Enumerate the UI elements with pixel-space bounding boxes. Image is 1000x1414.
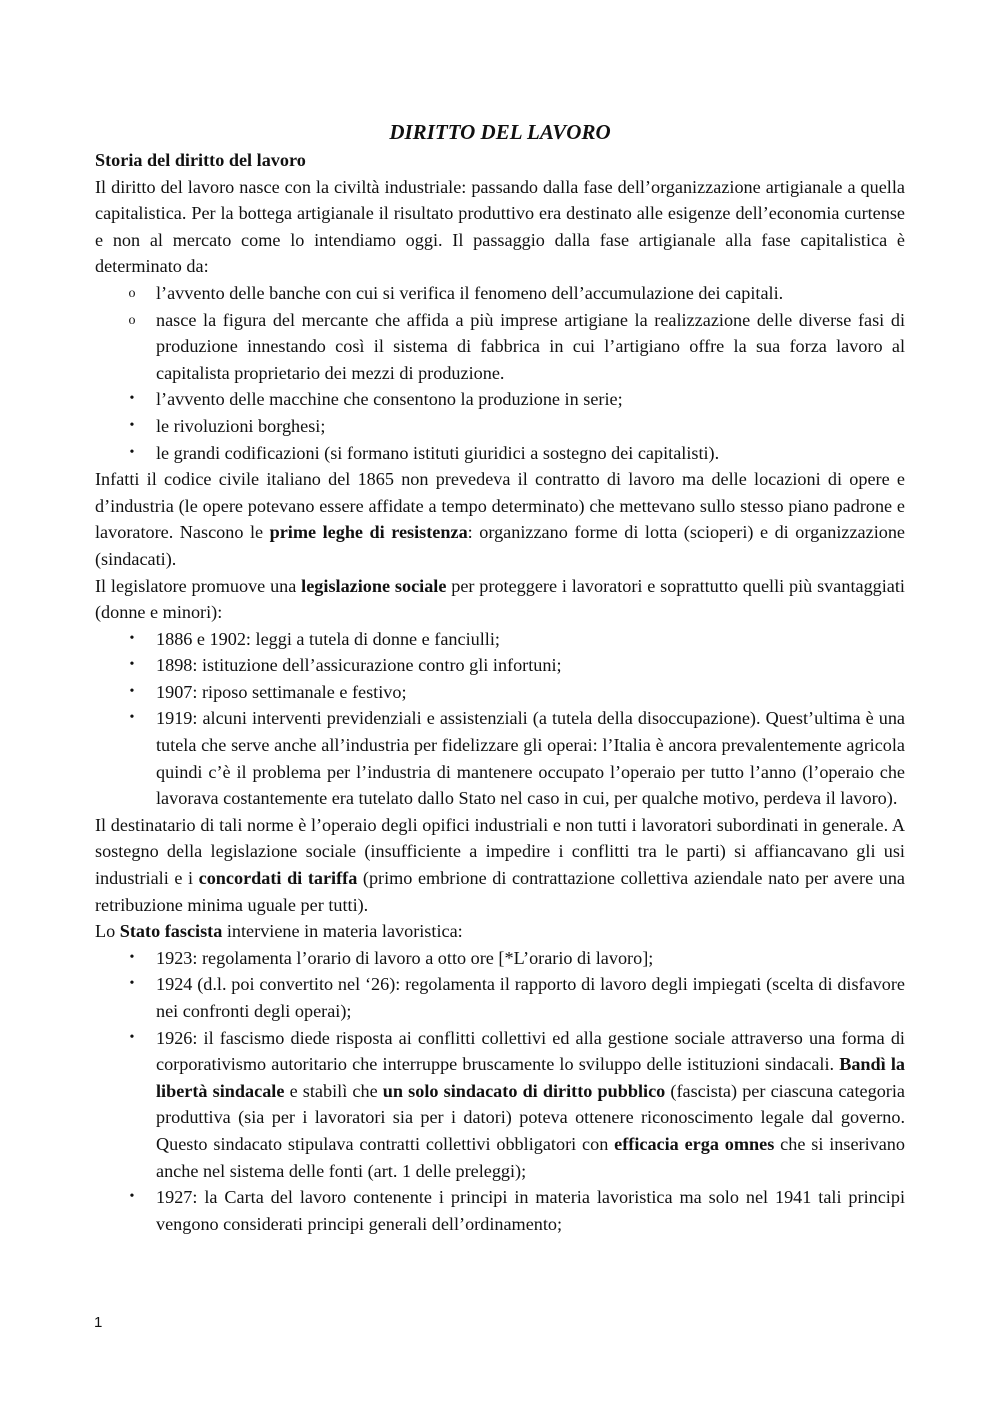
list-item: • l’avvento delle macchine che consentono la produzione in serie; — [95, 386, 905, 413]
bullet-icon: • — [129, 949, 135, 965]
bullet-icon: • — [129, 976, 135, 992]
section-heading: Storia del diritto del lavoro — [95, 150, 306, 170]
list-item: • 1927: la Carta del lavoro contenente i principi in materia lavoristica ma solo nel 1941 tali principi vengono considerati principi generali dell’ordinamento; — [95, 1184, 905, 1237]
paragraph-stato-fascista: Lo Stato fascista interviene in materia lavoristica: — [95, 921, 463, 942]
paragraph-intro: Il diritto del lavoro nasce con la civiltà industriale: passando dalla fase dell’organizzazione artigianale a quella capitalistica. Per la bottega artigianale il risultato produttivo era destinato alle esigenze dell’economia curtense e non al mercato come lo intendiamo oggi. Il passaggio dalla fase artigianale alla fase capitalistica è determinato da: — [95, 176, 905, 277]
list-item: • 1898: istituzione dell’assicurazione contro gli infortuni; — [95, 652, 905, 679]
document-page — [95, 117, 905, 1237]
bullet-icon: • — [129, 710, 135, 726]
list-transition-causes — [95, 280, 905, 466]
bullet-icon: • — [129, 1189, 135, 1205]
bullet-icon: • — [129, 630, 135, 646]
bullet-icon: • — [129, 1029, 135, 1045]
list-item: • 1919: alcuni interventi previdenziali e assistenziali (a tutela della disoccupazione). Quest’ultima è una tutela che serve anche all’industria per fidelizzare gli operai: l’Italia è ancora prevalentemente agricola quindi c’è il problema per l’industria di mantenere occupato l’operaio per tutto l’anno (l’operaio che lavorava costantemente era tutelato dallo Stato nel caso in cui, per qualche motivo, perdeva il lavoro). — [95, 705, 905, 811]
page-number: 1 — [94, 1314, 103, 1331]
list-item: • 1923: regolamenta l’orario di lavoro a otto ore [*L’orario di lavoro]; — [95, 945, 905, 972]
circle-bullet-icon: o — [128, 312, 136, 328]
bullet-icon: • — [129, 444, 135, 460]
bullet-icon: • — [129, 417, 135, 433]
list-item: • 1907: riposo settimanale e festivo; — [95, 679, 905, 706]
document-title: DIRITTO DEL LAVORO — [389, 120, 611, 144]
list-item: o l’avvento delle banche con cui si verifica il fenomeno dell’accumulazione dei capitali. — [95, 280, 905, 307]
list-item: • le grandi codificazioni (si formano istituti giuridici a sostegno dei capitalisti). — [95, 440, 905, 467]
list-fascist-interventions — [95, 945, 905, 1238]
bullet-icon: • — [129, 683, 135, 699]
list-item: • 1886 e 1902: leggi a tutela di donne e fanciulli; — [95, 626, 905, 653]
paragraph-destinatario: Il destinatario di tali norme è l’operaio degli opifici industriali e non tutti i lavoratori subordinati in generale. A sostegno della legislazione sociale (insufficiente a impedire i conflitti tra le parti) si affiancavano gli usi industriali e i concordati di tariffa (primo embrione di contrattazione collettiva aziendale nato per avere una retribuzione minima uguale per tutti). — [95, 814, 905, 915]
bullet-icon: • — [129, 391, 135, 407]
paragraph-legislazione-sociale: Il legislatore promuove una legislazione sociale per proteggere i lavoratori e soprattutto quelli più svantaggiati (donne e minori): — [95, 575, 905, 623]
list-item: • 1924 (d.l. poi convertito nel ‘26): regolamenta il rapporto di lavoro degli impiegati (scelta di disfavore nei confronti degli operai); — [95, 971, 905, 1024]
bullet-icon: • — [129, 657, 135, 673]
paragraph-codice-civile: Infatti il codice civile italiano del 1865 non prevedeva il contratto di lavoro ma delle locazioni di opere e d’industria (le opere potevano essere affidate a tempo determinato) che mettevano sullo stesso piano padrone e lavoratore. Nascono le prime leghe di resistenza: organizzano forme di lotta (scioperi) e di organizzazione (sindacati). — [95, 469, 906, 569]
list-item: • 1926: il fascismo diede risposta ai conflitti collettivi ed alla gestione sociale attraverso una forma di corporativismo autoritario che interruppe bruscamente lo sviluppo delle istituzioni sindacali. Bandì la libertà sindacale e stabilì che un solo sindacato di diritto pubblico (fascista) per ciascuna categoria produttiva (sia per i lavoratori sia per i datori) poteva ottenere riconoscimento legale dal governo. Questo sindacato stipulava contratti collettivi obbligatori con efficacia erga omnes che si inserivano anche nel sistema delle fonti (art. 1 delle preleggi); — [95, 1025, 905, 1185]
list-item: • le rivoluzioni borghesi; — [95, 413, 905, 440]
circle-bullet-icon: o — [128, 285, 136, 301]
list-social-laws — [95, 626, 905, 812]
list-item: o nasce la figura del mercante che affida a più imprese artigiane la realizzazione delle diverse fasi di produzione innestando così il sistema di fabbrica in cui l’artigiano offre la sua forza lavoro al capitalista proprietario dei mezzi di produzione. — [95, 307, 905, 387]
